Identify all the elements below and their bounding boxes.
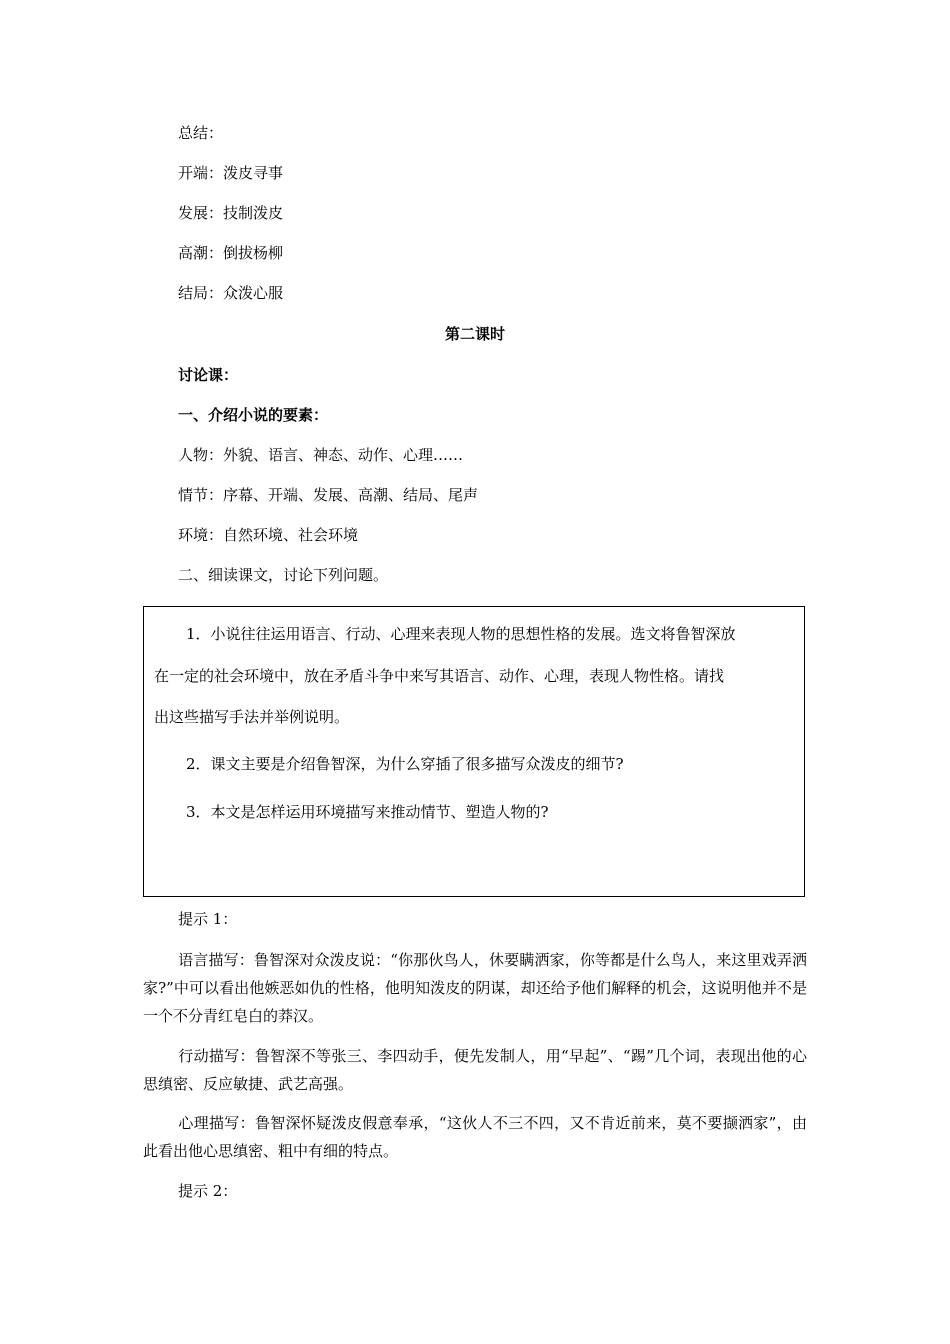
summary-item-climax: 高潮：倒拔杨柳 (178, 244, 284, 262)
question-1-line-1: 1．小说往往运用语言、行动、心理来表现人物的思想性格的发展。选文将鲁智深放 (186, 625, 736, 643)
hint1-language-paragraph (143, 946, 807, 1030)
question-1-line-3: 出这些描写手法并举例说明。 (154, 708, 350, 726)
discussion-label: 讨论课： (178, 366, 239, 384)
hint1-psychology-text: 心理描写：鲁智深怀疑泼皮假意奉承，“这伙人不三不四，又不肯近前来，莫不要撷洒家”，由此看出他心思缜密、粗中有细的特点。 (143, 1114, 807, 1160)
question-1-line-2: 在一定的社会环境中，放在矛盾斗争中来写其语言、动作、心理，表现人物性格。请找 (154, 667, 725, 685)
question-3: 3．本文是怎样运用环境描写来推动情节、塑造人物的? (186, 803, 549, 821)
summary-item-development: 发展：技制泼皮 (178, 204, 284, 222)
hint1-action-text: 行动描写：鲁智深不等张三、李四动手，便先发制人，用“早起”、“踢”几个词，表现出他的心思缜密、反应敏捷、武艺高强。 (143, 1047, 807, 1093)
element-environment: 环境：自然环境、社会环境 (178, 526, 359, 544)
element-characters: 人物：外貌、语言、神态、动作、心理…… (178, 446, 464, 464)
section1-title: 一、介绍小说的要素： (178, 406, 329, 424)
hint1-label: 提示 1： (178, 910, 238, 928)
lesson-title: 第二课时 (444, 325, 505, 343)
question-2: 2．课文主要是介绍鲁智深，为什么穿插了很多描写众泼皮的细节? (186, 755, 624, 773)
hint1-language-text: 语言描写：鲁智深对众泼皮说：“你那伙鸟人，休要瞒洒家，你等都是什么鸟人，来这里戏弄洒家?”中可以看出他嫉恶如仇的性格，他明知泼皮的阴谋，却还给予他们解释的机会，这说明他并不是一个不分青红皂白的莽汉。 (143, 951, 807, 1025)
hint1-action-paragraph (143, 1042, 807, 1098)
summary-item-start: 开端：泼皮寻事 (178, 164, 284, 182)
summary-item-ending: 结局：众泼心服 (178, 284, 284, 302)
hint2-label: 提示 2： (178, 1182, 238, 1200)
hint1-psychology-paragraph (143, 1109, 807, 1165)
section2-title: 二、细读课文，讨论下列问题。 (178, 566, 389, 584)
element-plot: 情节：序幕、开端、发展、高潮、结局、尾声 (178, 486, 479, 504)
questions-box (143, 606, 805, 897)
summary-heading: 总结： (178, 124, 224, 142)
